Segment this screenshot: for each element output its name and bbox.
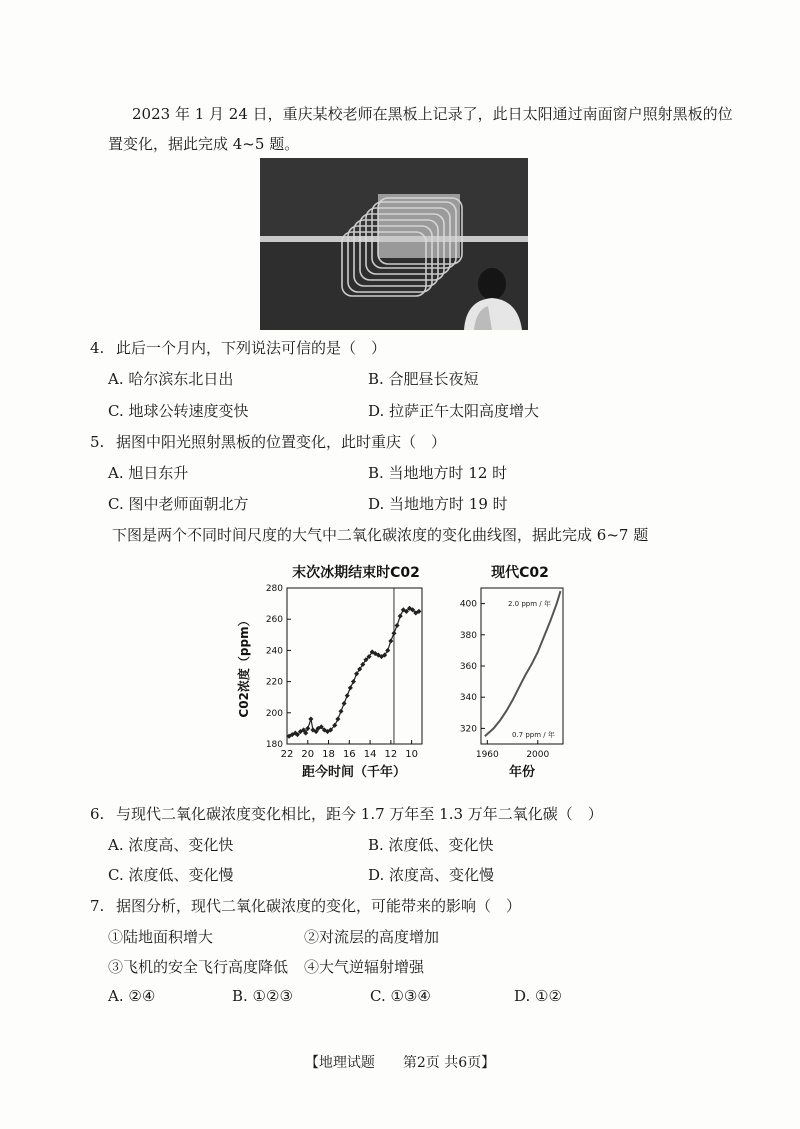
question-5-number: 5. [90,433,105,451]
chart1-data-point [391,631,396,636]
chart1-y-tick-label: 180 [265,740,283,750]
chart2-curve [485,591,561,736]
chart1-data-point [348,685,353,690]
blackboard-photo [260,158,528,330]
chart1-y-tick-label: 200 [265,708,283,719]
q6-option-a: A. 浓度高、变化快 [108,836,234,854]
q6-option-c: C. 浓度低、变化慢 [108,866,234,884]
q6-option-b: B. 浓度低、变化快 [368,836,494,854]
chart2-y-tick-label: 340 [459,693,477,704]
chart2-title: 现代C02 [491,565,549,581]
q4-option-c: C. 地球公转速度变快 [108,402,249,420]
chart1-x-ticks [281,740,418,760]
chart2-x-ticks [476,740,550,760]
page-footer: 【地理试题 第2页 共6页】 [304,1055,496,1071]
q7-statement-1: ①陆地面积增大 [108,928,214,946]
blackboard-photo-image [260,158,528,330]
chart1-data-point [305,726,310,731]
q5-option-b: B. 当地地方时 12 时 [368,464,508,482]
chart1-x-tick-label: 10 [405,749,418,760]
chart2-y-tick-label: 360 [459,662,477,672]
question-7-stem: 据图分析，现代二氧化碳浓度的变化，可能带来的影响（ ） [116,897,522,915]
chart2-annotation-top: 2.0 ppm / 年 [508,600,551,608]
chart1-data-point [338,709,343,714]
intro-charts: 下图是两个不同时间尺度的大气中二氧化碳浓度的变化曲线图，据此完成 6~7 题 [112,526,649,544]
q7-option-a: A. ②④ [108,987,156,1005]
q7-statement-2: ②对流层的高度增加 [304,928,440,946]
chart1-data-point [398,614,403,619]
chart1-points [287,606,422,739]
q6-option-d: D. 浓度高、变化慢 [368,866,495,884]
chart1-y-tick-label: 240 [265,646,283,657]
q4-option-b: B. 合肥昼长夜短 [368,370,479,388]
co2-charts [230,560,580,785]
chart1-data-point [345,693,350,698]
chart1-data-point [351,679,356,684]
q7-option-c: C. ①③④ [370,987,431,1005]
q5-option-d: D. 当地地方时 19 时 [368,495,508,513]
q7-option-d: D. ①② [514,987,562,1005]
question-4 [90,337,386,358]
chart1-frame [287,588,422,744]
question-7 [90,895,521,916]
chart2-frame [481,588,563,744]
chart1-y-tick-label: 220 [265,677,283,688]
question-4-stem: 此后一个月内，下列说法可信的是（ ） [116,339,387,357]
chart1-x-tick-label: 22 [280,749,294,760]
intro-line-2: 置变化，据此完成 4~5 题。 [108,135,300,153]
question-4-number: 4. [90,339,105,357]
question-6-stem: 与现代二氧化碳浓度变化相比，距今 1.7 万年至 1.3 万年二氧化碳（ ） [116,805,603,823]
chart2-y-tick-label: 400 [459,599,477,610]
chart1-data-point [342,701,347,706]
chart1-x-tick-label: 12 [384,749,398,760]
chart1-trend-line [289,608,419,736]
q7-option-b: B. ①②③ [232,987,293,1005]
chart1-xlabel: 距今时间（千年） [301,765,407,780]
chart2-xlabel: 年份 [508,765,536,780]
chart2-annotation-bottom: 0.7 ppm / 年 [512,731,555,739]
q5-option-a: A. 旭日东升 [108,464,189,482]
chart1-title: 末次冰期结束时C02 [292,565,420,581]
question-6-number: 6. [90,805,105,823]
chart2-x-tick-label: 1960 [475,750,499,760]
q7-statement-3: ③飞机的安全飞行高度降低 [108,958,289,976]
intro-line-1: 2023 年 1 月 24 日，重庆某校老师在黑板上记录了，此日太阳通过南面窗户照射黑板的位 [132,105,733,123]
chart2-x-tick-label: 2000 [526,750,550,760]
chart1-data-point [308,716,313,721]
chart1-ylabel: C02浓度（ppm） [237,614,251,718]
q4-option-a: A. 哈尔滨东北日出 [108,370,234,388]
chart1-y-tick-label: 260 [265,615,283,626]
q4-option-d: D. 拉萨正午太阳高度增大 [368,402,540,420]
chart1-x-tick-label: 20 [301,749,315,760]
chart1-x-tick-label: 14 [363,749,377,760]
chart2-y-tick-label: 320 [459,724,477,735]
q5-option-c: C. 图中老师面朝北方 [108,495,249,513]
chart1-x-tick-label: 16 [342,749,356,760]
q7-statement-4: ④大气逆辐射增强 [304,958,425,976]
chart1-x-tick-label: 18 [322,749,335,760]
chart1-y-tick-label: 280 [265,584,283,594]
question-7-number: 7. [90,897,105,915]
question-5-stem: 据图中阳光照射黑板的位置变化，此时重庆（ ） [116,433,447,451]
chart2-y-tick-label: 380 [459,630,477,641]
question-5 [90,431,446,452]
chart1-data-point [335,716,340,721]
chart1-data-point [388,638,393,643]
chart1-data-point [395,623,400,628]
question-6 [90,803,603,824]
